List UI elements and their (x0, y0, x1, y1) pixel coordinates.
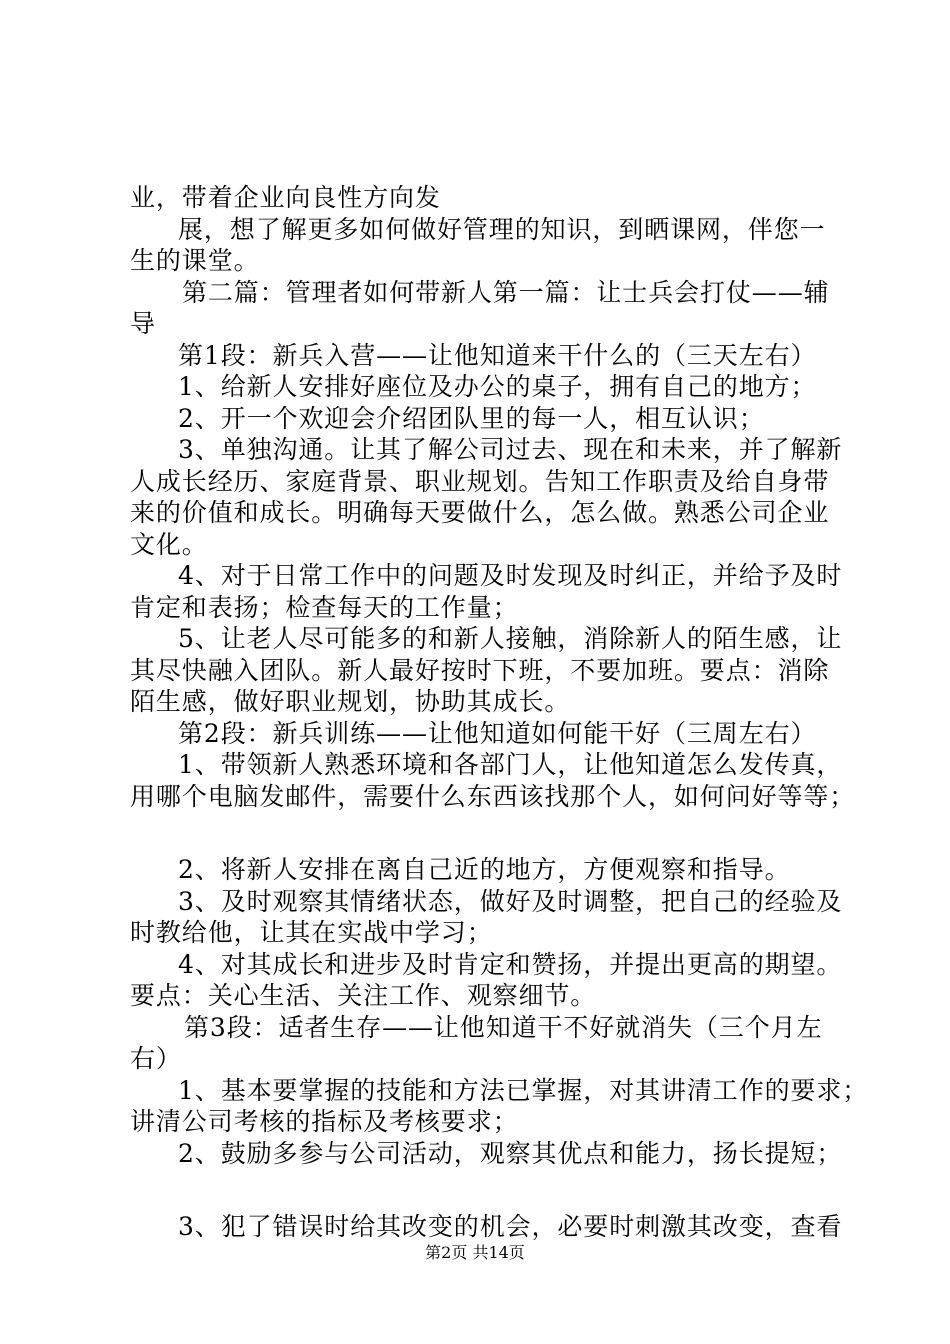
text-line: 3、犯了错误时给其改变的机会，必要时刺激其改变，查看 (178, 1212, 843, 1241)
text-line: 时教给他，让其在实战中学习； (130, 918, 493, 947)
text-line: 1、基本要掌握的技能和方法已掌握，对其讲清工作的要求； (178, 1075, 869, 1105)
text-line: 用哪个电脑发邮件，需要什么东西该找那个人，如何问好等等； (130, 781, 856, 811)
text-line: 右） (130, 1044, 182, 1073)
text-line: 来的价值和成长。明确每天要做什么，怎么做。熟悉公司企业 (130, 498, 830, 527)
document-body (130, 182, 869, 1243)
paragraph-gap (130, 1169, 835, 1211)
text-line: 讲清公司考核的指标及考核要求； (130, 1107, 519, 1136)
page-number: 第2页 共14页 (425, 1243, 525, 1262)
text-line: 文化。 (130, 529, 208, 559)
text-line: 业，带着企业向良性方向发 (130, 183, 441, 212)
paragraph-gap (130, 812, 835, 854)
text-line: 第3段：适者生存——让他知道干不好就消失（三个月左 (184, 1012, 823, 1042)
text-line: 第1段：新兵入营——让他知道来干什么的（三天左右） (178, 340, 817, 370)
text-line: 其尽快融入团队。新人最好按时下班，不要加班。要点：消除 (130, 655, 830, 685)
text-line: 5、让老人尽可能多的和新人接触，消除新人的陌生感，让 (178, 624, 843, 653)
text-line: 人成长经历、家庭背景、职业规划。告知工作职责及给自身带 (130, 466, 830, 496)
text-line: 3、单独沟通。让其了解公司过去、现在和未来，并了解新 (178, 435, 843, 464)
text-line: 第二篇：管理者如何带新人第一篇：让士兵会打仗——辅 (182, 277, 830, 307)
page-footer (0, 1243, 950, 1263)
text-line: 2、将新人安排在离自己近的地方，方便观察和指导。 (178, 855, 791, 884)
text-line: 生的课堂。 (130, 246, 260, 275)
text-line: 4、对其成长和进步及时肯定和赞扬，并提出更高的期望。 (178, 949, 843, 979)
text-line: 2、开一个欢迎会介绍团队里的每一人，相互认识； (178, 403, 765, 433)
text-line: 展，想了解更多如何做好管理的知识，到晒课网，伴您一 (178, 214, 826, 244)
text-line: 第2段：新兵训练——让他知道如何能干好（三周左右） (178, 718, 817, 748)
text-line: 1、给新人安排好座位及办公的桌子，拥有自己的地方； (178, 372, 817, 401)
text-line: 4、对于日常工作中的问题及时发现及时纠正，并给予及时 (178, 561, 843, 590)
text-line: 要点：关心生活、关注工作、观察细节。 (130, 981, 597, 1010)
text-line: 陌生感，做好职业规划，协助其成长。 (130, 687, 571, 716)
text-line: 3、及时观察其情绪状态，做好及时调整，把自己的经验及 (178, 886, 843, 916)
text-line: 2、鼓励多参与公司活动，观察其优点和能力，扬长提短； (178, 1138, 843, 1168)
text-line: 肯定和表扬；检查每天的工作量； (130, 592, 519, 622)
text-line: 导 (130, 309, 156, 338)
text-line: 1、带领新人熟悉环境和各部门人，让他知道怎么发传真， (178, 750, 843, 779)
